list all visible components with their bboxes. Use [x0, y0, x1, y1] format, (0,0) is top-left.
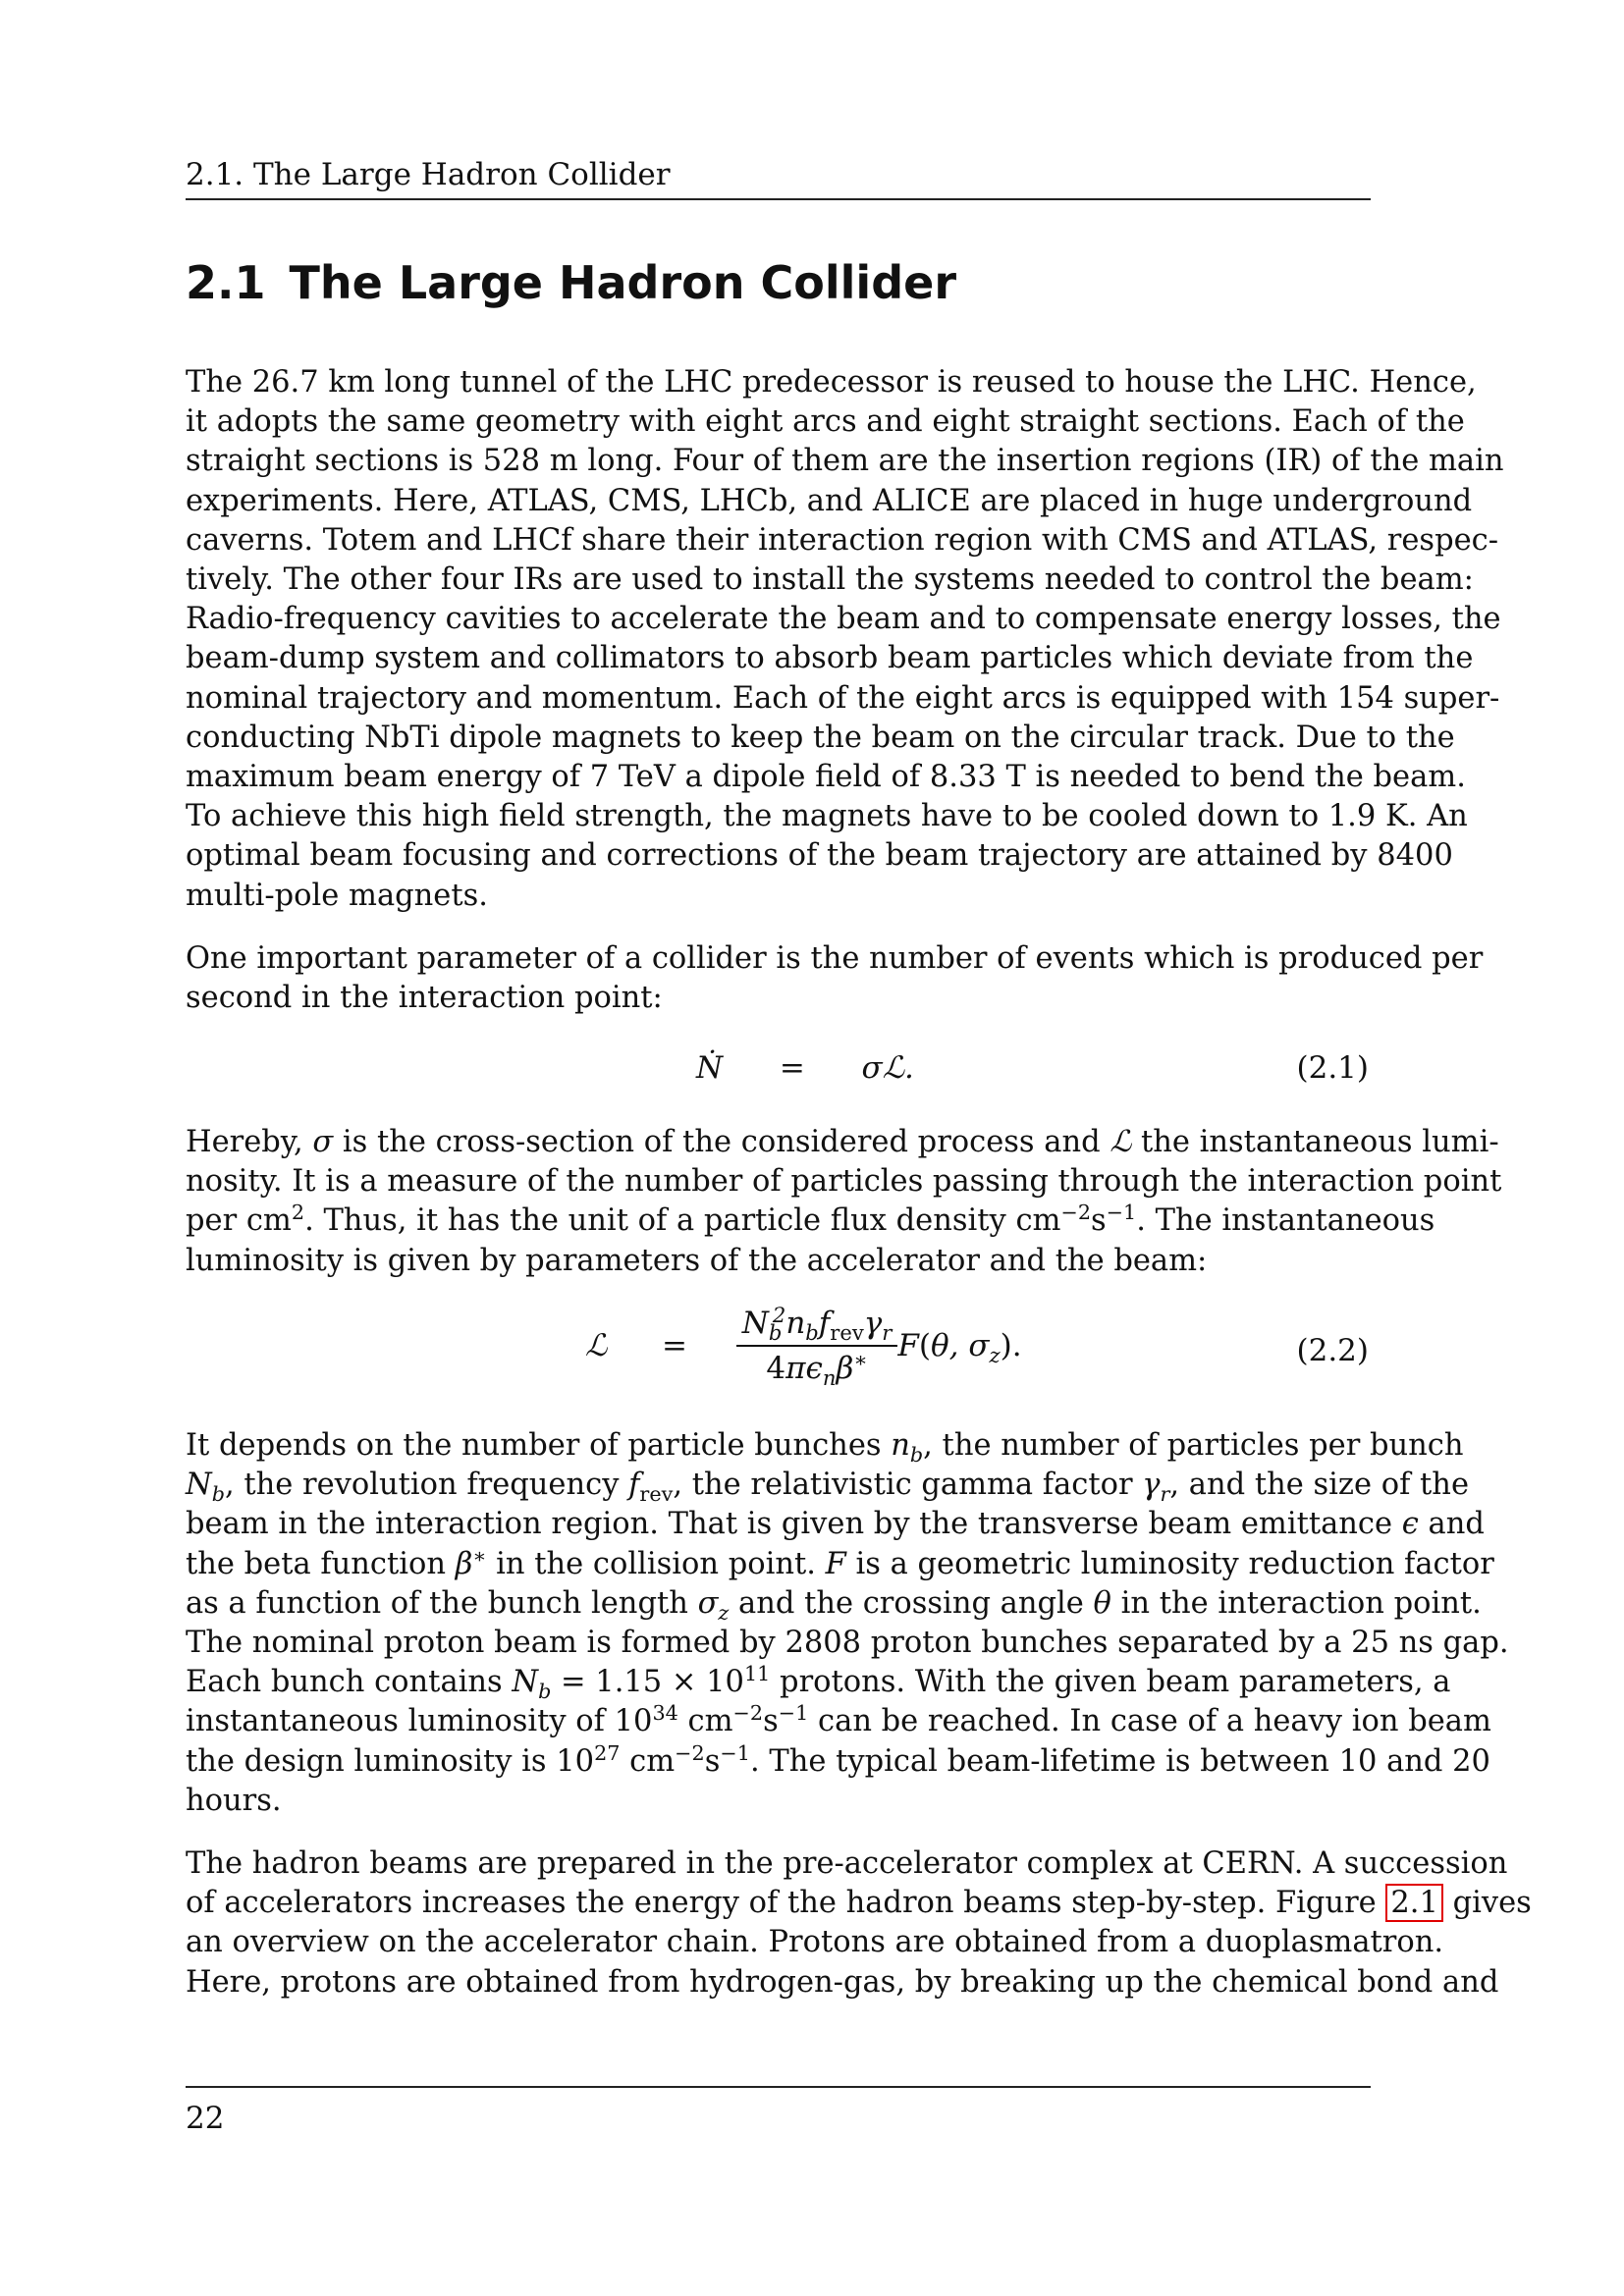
- text-line: Here, protons are obtained from hydrogen-gas, by breaking up the chemical bond and: [186, 1964, 1499, 2000]
- text-line: the design luminosity is $10^{27}$ $cm^{-2}s^{-1}$. The typical beam-lifetime is between 10 and 20: [186, 1740, 1490, 1779]
- text-line: conducting NbTi dipole magnets to keep the beam on the circular track. Due to the: [186, 720, 1455, 755]
- sigma-symbol: σ: [312, 1125, 334, 1159]
- equation-2-1: [186, 1050, 1371, 1095]
- page-number: 22: [186, 2101, 225, 2136]
- equation-lhs: Ṅ: [696, 1050, 724, 1086]
- paragraph-beam-parameters: [186, 1426, 1509, 1821]
- text-line: $N_b$, the revolution frequency $f_{rev}$, the relativistic gamma factor $\gamma_r$, and the size of the: [186, 1468, 1470, 1507]
- text-line: nosity. It is a measure of the number of particles passing through the interaction point: [186, 1164, 1502, 1200]
- section-title-text: The Large Hadron Collider: [289, 256, 957, 309]
- section-heading: [186, 253, 956, 312]
- text-line: beam-dump system and collimators to absorb beam particles which deviate from the: [186, 641, 1474, 676]
- text-line: of accelerators increases the energy of the hadron beams step-by-step. Figure 2.1 gives: [186, 1886, 1532, 1921]
- text-line: it adopts the same geometry with eight arcs and eight straight sections. Each of the: [186, 404, 1465, 440]
- text-line: beam in the interaction region. That is given by the transverse beam emittance ϵ and: [186, 1507, 1485, 1542]
- paragraph-event-rate-intro: [186, 939, 1484, 1018]
- paragraph-luminosity-definition: [186, 1123, 1502, 1281]
- section-number: 2.1: [186, 256, 266, 309]
- text-line: instantaneous luminosity of $10^{34}$ $cm^{-2}s^{-1}$ can be reached. In case of a heavy ion beam: [186, 1701, 1491, 1739]
- text-line: multi-pole magnets.: [186, 878, 488, 913]
- text-line: luminosity is given by parameters of the accelerator and the beam:: [186, 1243, 1208, 1278]
- text-line: straight sections is 528 m long. Four of them are the insertion regions (IR) of the main: [186, 444, 1504, 479]
- text-line: The nominal proton beam is formed by 2808 proton bunches separated by a 25 ns gap.: [186, 1626, 1509, 1661]
- text-line: an overview on the accelerator chain. Protons are obtained from a duoplasmatron.: [186, 1925, 1444, 1960]
- equation-rhs: σℒ.: [861, 1050, 914, 1086]
- equation-lhs: ℒ: [585, 1328, 608, 1363]
- fraction-denominator: $4\pi\epsilon_n\beta^∗$: [766, 1347, 868, 1391]
- text-line: hours.: [186, 1783, 282, 1818]
- reduction-factor: F(θ, $\sigma_z$).: [897, 1328, 1022, 1368]
- text-line: nominal trajectory and momentum. Each of the eight arcs is equipped with 154 super-: [186, 680, 1500, 716]
- equation-2-2: [186, 1302, 1371, 1404]
- text-line: maximum beam energy of 7 TeV a dipole field of 8.33 T is needed to bend the beam.: [186, 760, 1466, 795]
- luminosity-symbol: ℒ: [1110, 1125, 1132, 1159]
- text-line: The 26.7 km long tunnel of the LHC predecessor is reused to house the LHC. Hence,: [186, 365, 1477, 400]
- text-line: experiments. Here, ATLAS, CMS, LHCb, and ALICE are placed in huge underground: [186, 483, 1473, 518]
- text-line: per $cm^2$. Thus, it has the unit of a particle flux density $cm^{-2}s^{-1}$. The instantaneous: [186, 1201, 1435, 1239]
- fraction-numerator: $N_b^2n_bf_{rev}\gamma_r$: [736, 1306, 898, 1347]
- running-header: 2.1. The Large Hadron Collider: [186, 155, 1371, 200]
- equation-number: (2.1): [1296, 1050, 1369, 1086]
- figure-reference-link[interactable]: 2.1: [1385, 1884, 1443, 1922]
- text-line: caverns. Totem and LHCf share their interaction region with CMS and ATLAS, respec-: [186, 522, 1499, 558]
- equation-body: [585, 1302, 1022, 1391]
- footer-rule: [186, 2086, 1371, 2088]
- equation-relation: =: [779, 1050, 805, 1086]
- text-line: Each bunch contains $N_b = 1.15 \times 10^{11}$ protons. With the given beam parameters, a: [186, 1662, 1451, 1704]
- text-line: Hereby, σ is the cross-section of the considered process and ℒ the instantaneous lumi-: [186, 1125, 1499, 1159]
- equation-number: (2.2): [1296, 1333, 1369, 1368]
- text-line: Radio-frequency cavities to accelerate the beam and to compensate energy losses, the: [186, 602, 1501, 637]
- equation-body: [696, 1050, 914, 1086]
- luminosity-fraction: [736, 1302, 898, 1391]
- text-line: optimal beam focusing and corrections of the beam trajectory are attained by 8400: [186, 838, 1453, 874]
- text-line: One important parameter of a collider is the number of events which is produced per: [186, 941, 1484, 976]
- text-line: as a function of the bunch length $\sigma_z$ and the crossing angle θ in the interaction point.: [186, 1585, 1482, 1625]
- paragraph-lhc-overview: [186, 363, 1504, 916]
- text-line: second in the interaction point:: [186, 981, 663, 1016]
- text-line: It depends on the number of particle bunches $n_b$, the number of particles per bunch: [186, 1428, 1464, 1468]
- paragraph-pre-accelerator: [186, 1844, 1532, 2002]
- text-line: The hadron beams are prepared in the pre-accelerator complex at CERN. A succession: [186, 1846, 1508, 1881]
- text-line: the beta function β∗ in the collision point. F is a geometric luminosity reduction factor: [186, 1543, 1494, 1581]
- text-line: tively. The other four IRs are used to install the systems needed to control the beam:: [186, 562, 1474, 598]
- text-line: To achieve this high field strength, the magnets have to be cooled down to 1.9 K. An: [186, 799, 1468, 834]
- equation-relation: =: [662, 1328, 688, 1363]
